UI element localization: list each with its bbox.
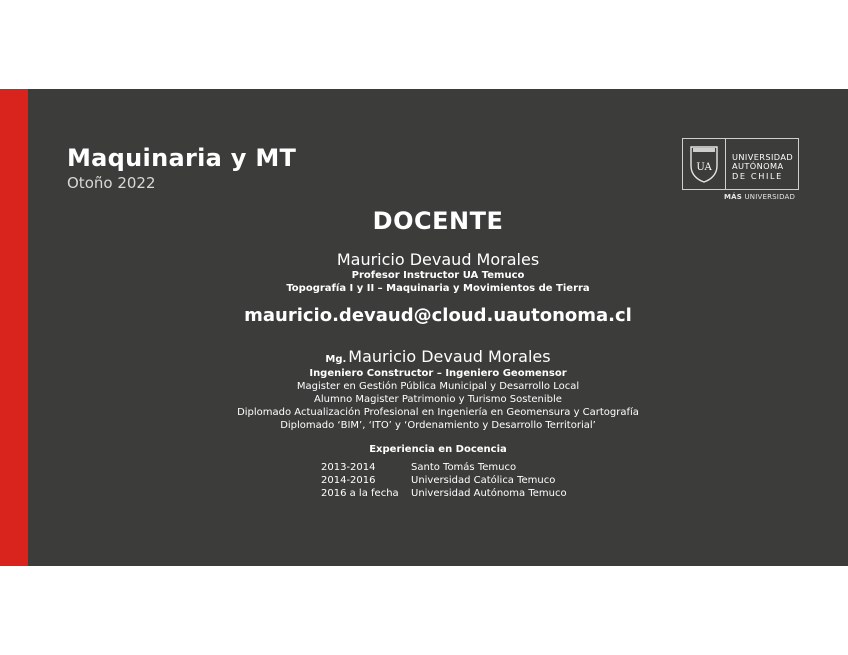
course-title: Maquinaria y MT [67,144,297,172]
docente-subjects: Topografía I y II – Maquinaria y Movimientos de Tierra [286,283,590,294]
university-name [732,153,793,181]
profile-name [28,347,848,366]
credential-item: Alumno Magister Patrimonio y Turismo Sostenible [314,394,562,405]
logo-line-2: AUTÓNOMA [732,161,784,172]
experience-title: Experiencia en Docencia [369,444,507,455]
svg-text:UA: UA [696,162,712,173]
credential-item: Diplomado Actualización Profesional en Ingeniería en Geomensura y Cartografía [237,407,639,418]
table-row [321,461,567,474]
experience-table [321,461,567,500]
logo-line-3: DE CHILE [732,170,783,181]
shield-icon [683,139,726,189]
credential-item: Magister en Gestión Pública Municipal y Desarrollo Local [296,381,580,392]
table-row [321,474,567,487]
docente-name: Mauricio Devaud Morales [336,250,540,269]
logo-line-1: UNIVERSIDAD [732,152,794,162]
experience-place: Universidad Autónoma Temuco [411,488,567,499]
table-row [321,487,567,500]
profile-prefix: Mg. [325,354,347,365]
slide [0,89,848,566]
experience-place: Santo Tomás Temuco [411,462,517,473]
docente-heading: DOCENTE [372,207,504,235]
credential-item: Diplomado ‘BIM’, ‘ITO’ y ‘Ordenamiento y Desarrollo Territorial’ [280,420,596,431]
docente-email[interactable]: mauricio.devaud@cloud.uautonoma.cl [244,305,632,326]
logo-tagline: MÁS UNIVERSIDAD [724,193,796,201]
docente-role: Profesor Instructor UA Temuco [351,270,525,281]
experience-years: 2013-2014 [321,462,376,473]
experience-years: 2016 a la fecha [321,488,399,499]
profile-name-text: Mauricio Devaud Morales [348,347,551,366]
experience-place: Universidad Católica Temuco [411,475,556,486]
university-logo [682,138,799,190]
experience-years: 2014-2016 [321,475,376,486]
profile-degree: Ingeniero Constructor – Ingeniero Geomensor [309,368,567,379]
course-term: Otoño 2022 [67,174,156,192]
accent-bar [0,89,28,566]
